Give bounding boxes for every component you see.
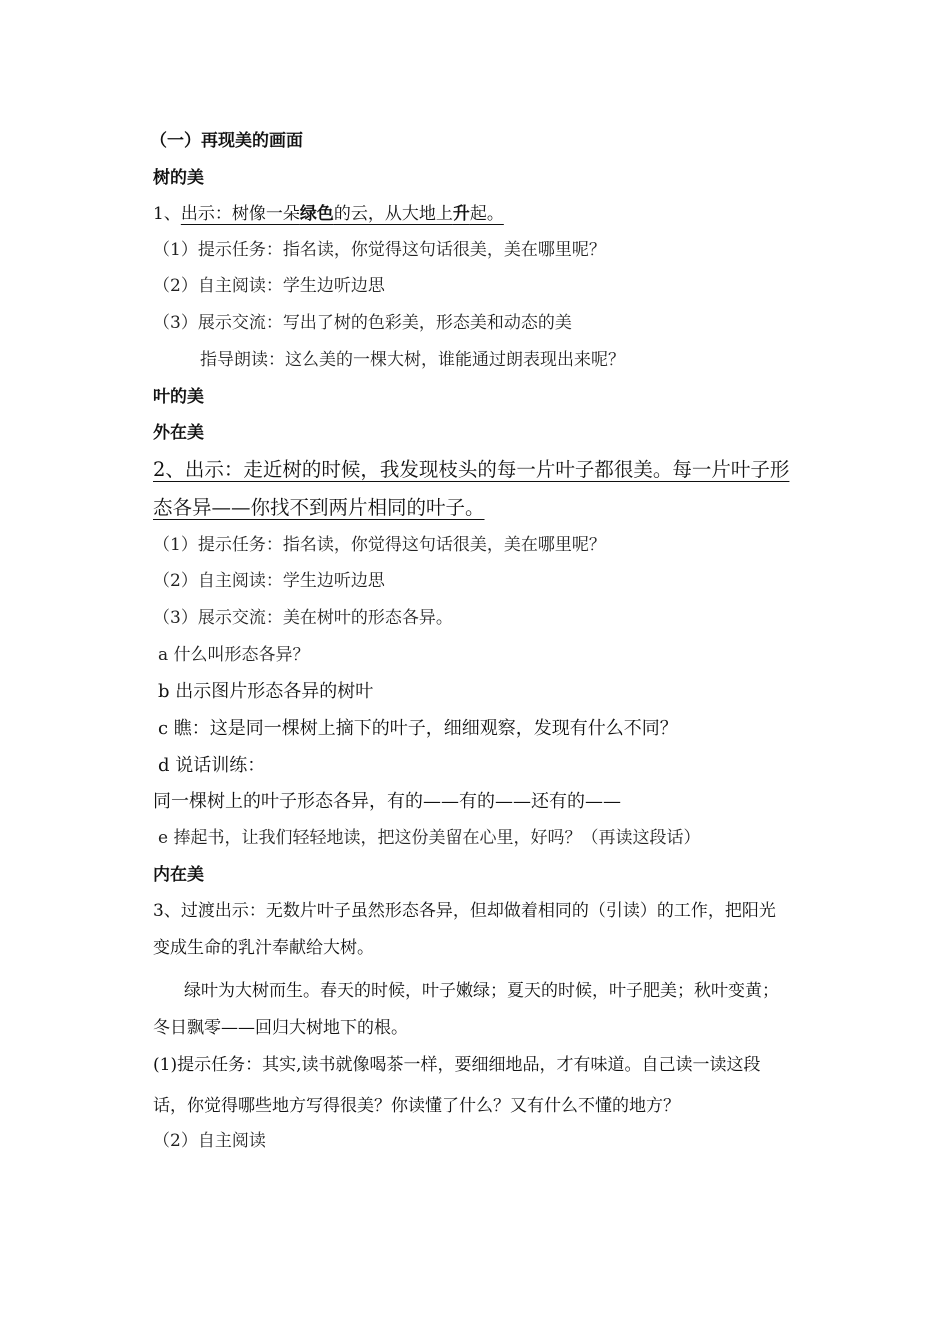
leaf-quote-line-1: 2、出示：走近树的时候，我发现枝头的每一片叶子都很美。每一片叶子形 [153,458,790,481]
leaf-item-e: e 捧起书，让我们轻轻地读，把这份美留在心里，好吗？（再读这段话） [158,828,701,848]
leaf-sentence-practice: 同一棵树上的叶子形态各异，有的——有的——还有的—— [153,791,621,812]
leaf-item-d: d 说话训练： [158,755,266,776]
task-line-2: 话，你觉得哪些地方写得很美？你读懂了什么？又有什么不懂的地方？ [153,1096,680,1116]
para-green-line-1: 绿叶为大树而生。春天的时候，叶子嫩绿；夏天的时候，叶子肥美；秋叶变黄； [184,981,779,1001]
leaf-step-3: （3）展示交流：美在树叶的形态各异。 [153,608,453,628]
tree-quote-seg5: 起。 [469,204,504,224]
outer-beauty-heading: 外在美 [153,423,204,443]
para-3-line-1: 3、过渡出示：无数片叶子虽然形态各异，但却做着相同的（引读）的工作，把阳光 [153,901,776,921]
tree-guide: 指导朗读：这么美的一棵大树，谁能通过朗表现出来呢？ [200,350,625,370]
leaf-step-2: （2）自主阅读：学生边听边思 [153,571,385,591]
leaf-item-b: b 出示图片形态各异的树叶 [158,681,374,702]
tree-quote-seg2: 绿色 [299,204,334,224]
leaf-item-a: a 什么叫形态各异？ [158,645,310,665]
leaf-step-1: （1）提示任务：指名读，你觉得这句话很美，美在哪里呢？ [153,535,606,555]
task-line-1: (1)提示任务：其实,读书就像喝茶一样，要细细地品，才有味道。自己读一读这段 [153,1055,761,1075]
inner-beauty-heading: 内在美 [153,865,204,885]
inner-step-2: （2）自主阅读 [153,1131,266,1151]
tree-step-3: （3）展示交流：写出了树的色彩美，形态美和动态的美 [153,313,572,333]
tree-quote [153,206,504,223]
section-heading: （一）再现美的画面 [150,131,303,151]
tree-step-1: （1）提示任务：指名读，你觉得这句话很美，美在哪里呢？ [153,240,606,260]
tree-quote-seg3: 的云，从大地上 [333,204,453,224]
tree-beauty-heading: 树的美 [153,168,204,188]
leaf-item-c: c 瞧：这是同一棵树上摘下的叶子，细细观察，发现有什么不同？ [158,718,678,739]
leaf-quote-line-2: 态各异——你找不到两片相同的叶子。 [153,496,485,519]
para-3-line-2: 变成生命的乳汁奉献给大树。 [153,938,374,958]
tree-quote-seg1: 出示：树像一朵 [180,204,300,224]
tree-quote-number: 1、 [153,204,181,224]
tree-quote-seg4: 升 [452,204,470,224]
tree-step-2: （2）自主阅读：学生边听边思 [153,276,385,296]
leaf-beauty-heading: 叶的美 [153,387,204,407]
para-green-line-2: 冬日飘零——回归大树地下的根。 [153,1018,408,1038]
